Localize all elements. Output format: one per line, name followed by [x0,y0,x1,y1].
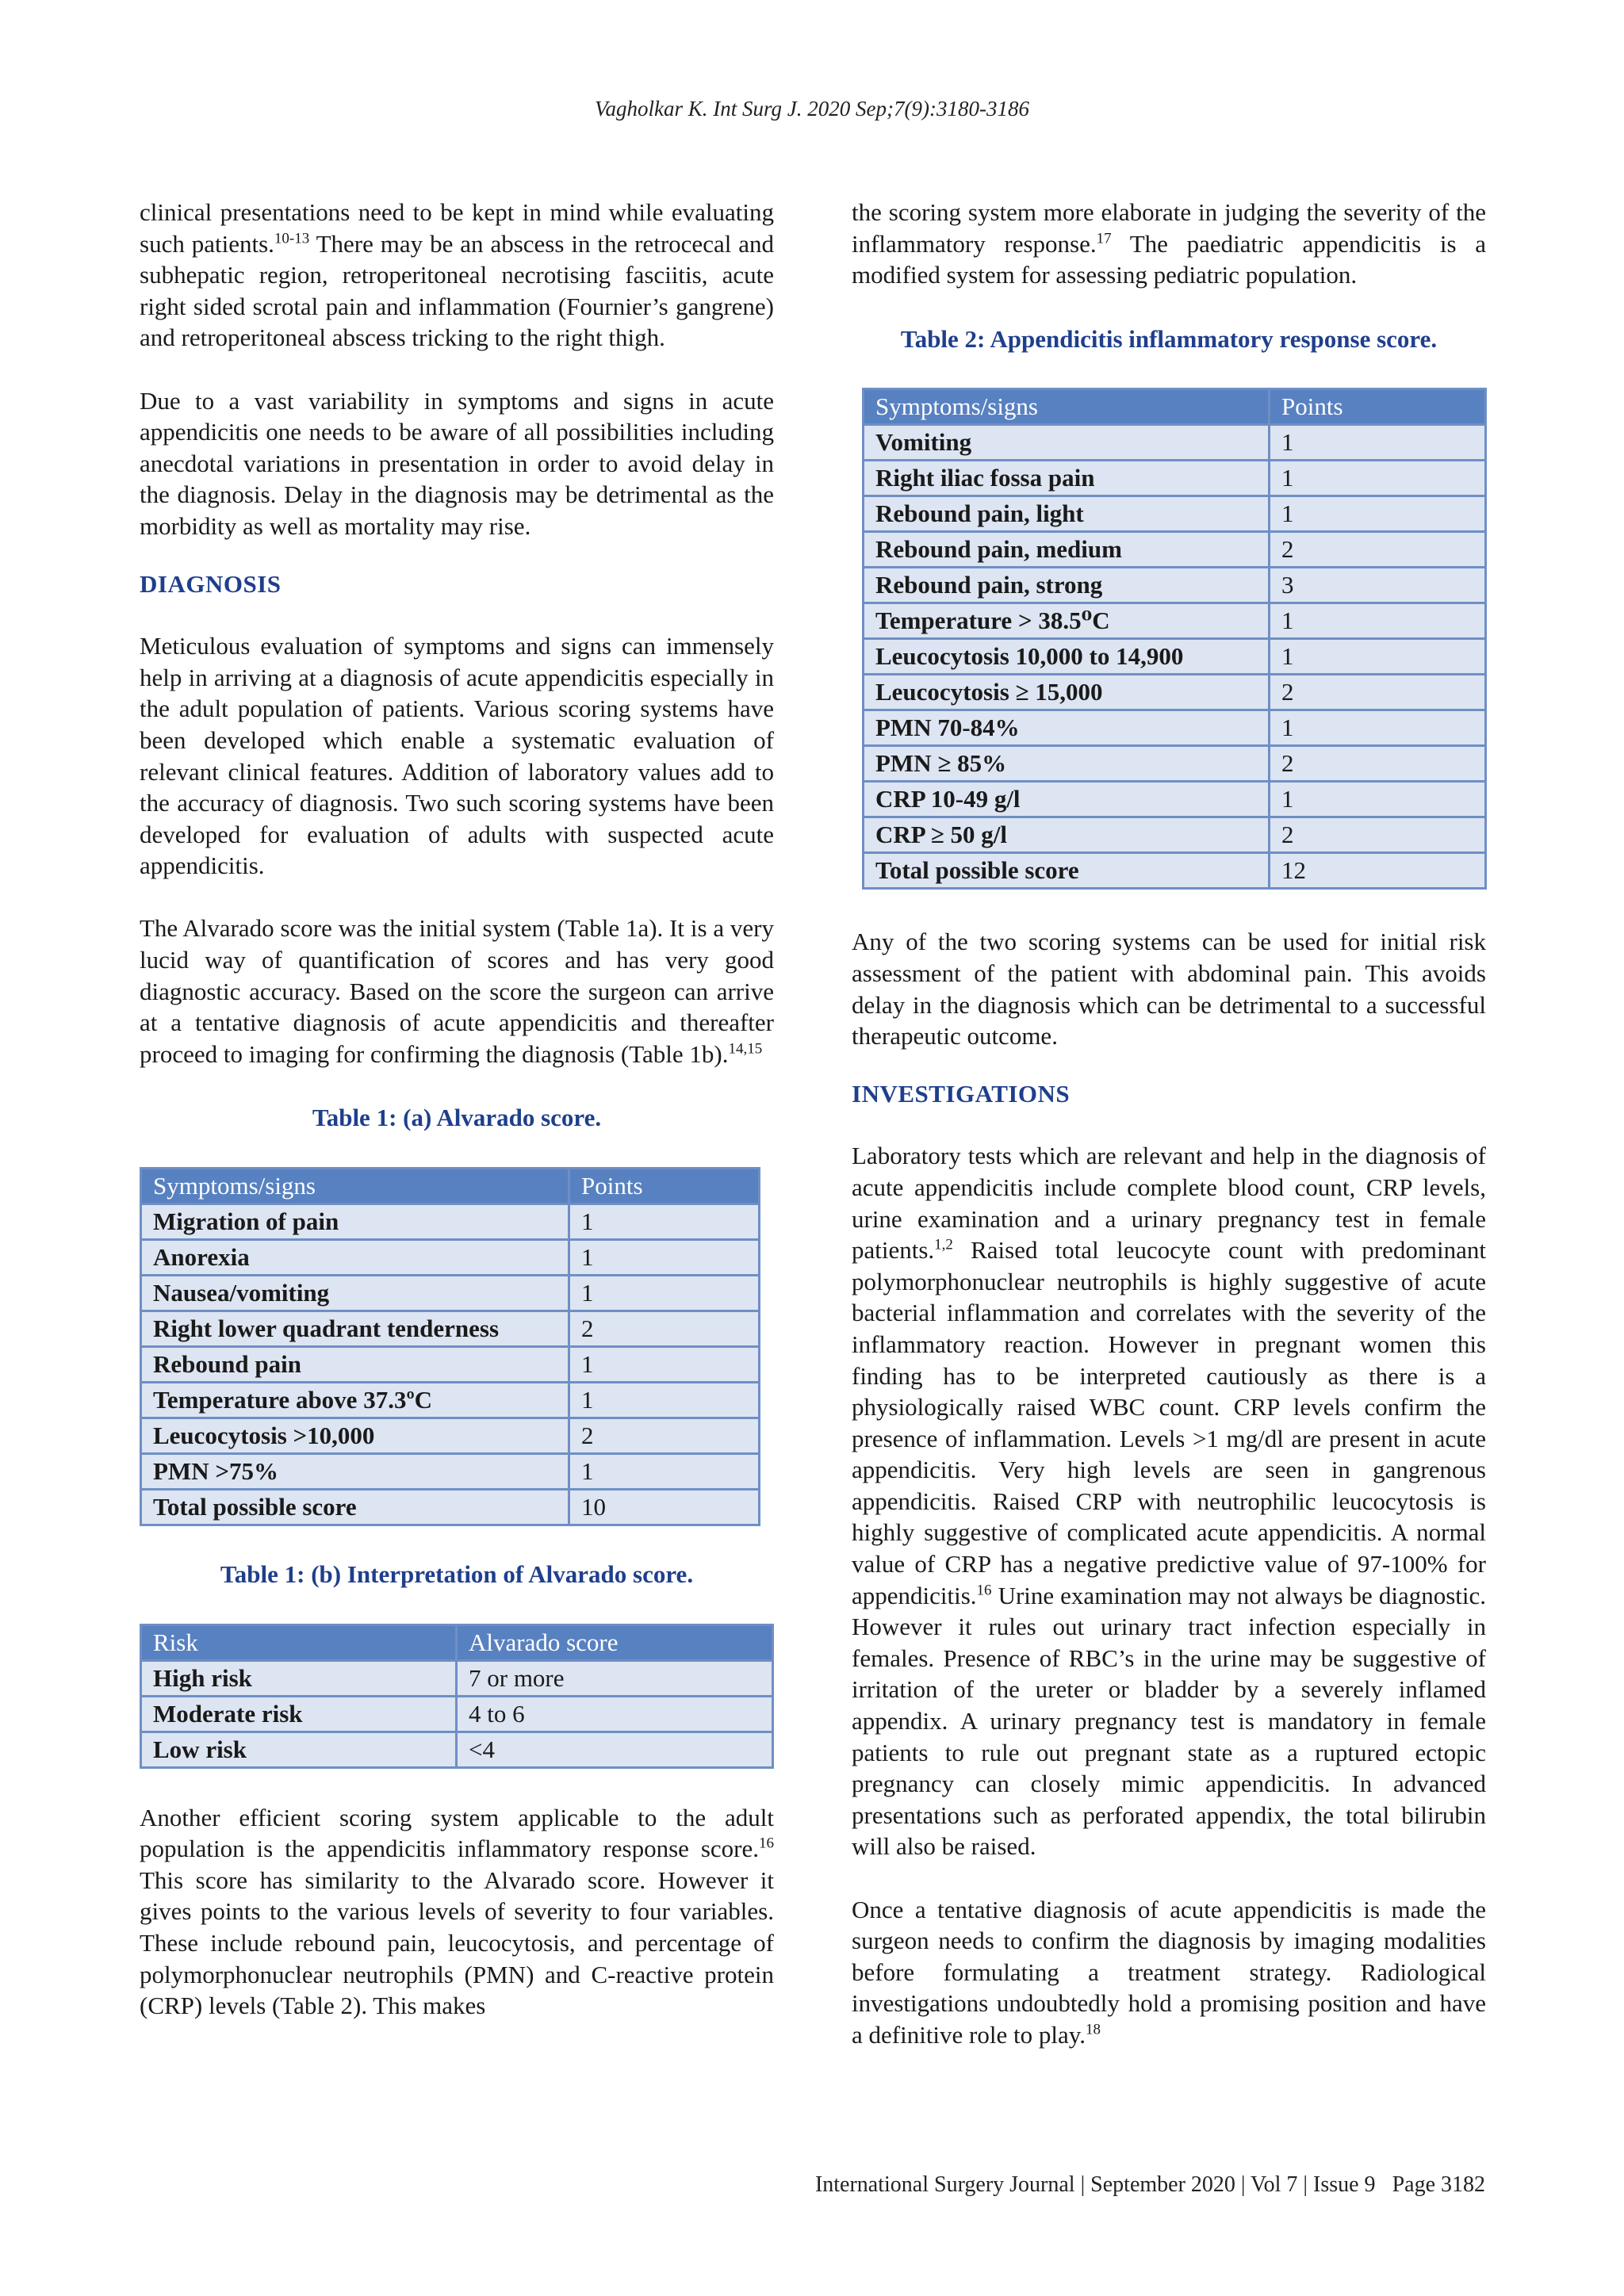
table-row: Right iliac fossa pain 1 [864,461,1486,496]
right-column [852,197,1486,2051]
table-1a-caption: Table 1: (a) Alvarado score. [312,1104,602,1132]
running-head: Vagholkar K. Int Surg J. 2020 Sep;7(9):3180-3186 [595,97,1029,121]
table-row: Moderate risk 4 to 6 [141,1696,773,1732]
left-column [140,197,774,2022]
table-row: Leucocytosis ≥ 15,000 2 [864,675,1486,710]
citation: 1,2 [934,1236,953,1253]
citation: 16 [976,1582,992,1599]
table-row: Low risk <4 [141,1732,773,1767]
table-row: PMN ≥ 85% 2 [864,746,1486,782]
table-header: Points [1270,389,1486,425]
paragraph: Another efficient scoring system applicable to the adult population is the appendicitis inflammatory response score.$^{16}$ This score has similarity to the Alvarado score. However it gives points to the various levels of severity to four variables. These include rebound pain, leucocytosis, and percentage of polymorphonuclear neutrophils (PMN) and C-reactive protein (CRP) levels (Table 2). This makes [140,1803,774,2020]
citation: 14,15 [728,1040,763,1058]
table-row: Right lower quadrant tenderness 2 [141,1311,760,1347]
table-header: Alvarado score [457,1624,773,1660]
table-row: Temperature above 37.3ºC 1 [141,1383,760,1418]
citation: 18 [1085,2021,1101,2038]
page-footer [0,2172,1485,2198]
table-row: Anorexia 1 [141,1240,760,1276]
table-row: PMN 70-84% 1 [864,710,1486,746]
table-header: Symptoms/signs [141,1169,569,1204]
table-row: Nausea/vomiting 1 [141,1276,760,1311]
table-row: Temperature > 38.5⁰C 1 [864,603,1486,639]
table-row: Rebound pain, strong 3 [864,568,1486,603]
table-row: Vomiting 1 [864,425,1486,461]
table-2-air-score [862,388,1487,890]
paragraph: the scoring system more elaborate in judging the severity of the inflammatory response.$^{17}$ The paediatric appendicitis is a modified system for assessing pediatric population. [852,198,1486,289]
table-row: Total possible score 10 [141,1490,760,1525]
table-row: CRP ≥ 50 g/l 2 [864,817,1486,853]
table-row: High risk 7 or more [141,1660,773,1696]
paragraph: Laboratory tests which are relevant and help in the diagnosis of acute appendicitis include complete blood count, CRP levels, urine examination and a urinary pregnancy test in female patients.$^{1,2}$ Raised total leucocyte count with predominant polymorphonuclear neutrophils is highly suggestive of acute bacterial inflammation and correlates with the severity of the inflammatory reaction. However in pregnant women this finding has to be interpreted cautiously as there is a physiologically raised WBC count. CRP levels confirm the presence of inflammation. Levels >1 mg/dl are present in acute appendicitis. Very high levels are seen in gangrenous appendicitis. Raised CRP with neutrophilic leucocytosis is highly suggestive of complicated acute appendicitis. A normal value of CRP has a negative predictive value of 97-100% for appendicitis.$^{16}$ Urine examination may not always be diagnostic. However it rules out urinary tract infection especially in females. Presence of RBC’s in the urine may be suggestive of irritation of the ureter or bladder by a severely inflamed appendix. A urinary pregnancy test is mandatory in female patients to rule out pregnant state as a ruptured ectopic pregnancy can closely mimic appendicitis. In advanced presentations such as perforated appendix, the total bilirubin will also be raised. [852,1142,1486,1861]
table-header: Symptoms/signs [864,389,1270,425]
table-row: Rebound pain 1 [141,1347,760,1383]
paragraph: Any of the two scoring systems can be used for initial risk assessment of the patient with abdominal pain. This avoids delay in the diagnosis which can be detrimental to a successful therapeutic outcome. [852,928,1486,1050]
table-row: Total possible score 12 [864,853,1486,889]
paragraph: clinical presentations need to be kept in mind while evaluating such patients.$^{10-13}$ There may be an abscess in the retrocecal and subhepatic region, retroperitoneal necrotising fasciitis, acute right sided scrotal pain and inflammation (Fournier’s gangrene) and retroperitoneal abscess tricking to the right thigh. [140,198,774,352]
table-1b-alvarado-interpretation [140,1624,774,1769]
table-row: PMN >75% 1 [141,1454,760,1490]
section-heading-diagnosis: DIAGNOSIS [140,569,282,598]
table-row: Rebound pain, medium 2 [864,532,1486,568]
page-number: Page 3182 [1392,2172,1485,2197]
paragraph: Due to a vast variability in symptoms and signs in acute appendicitis one needs to be aware of all possibilities including anecdotal variations in presentation in order to avoid delay in the diagnosis. Delay in the diagnosis may be detrimental as the morbidity as well as mortality may rise. [140,386,774,540]
section-heading-investigations: INVESTIGATIONS [852,1079,1071,1108]
footer-journal-info: International Surgery Journal | September 2020 | Vol 7 | Issue 9 [814,2172,1376,2197]
paragraph: Once a tentative diagnosis of acute appendicitis is made the surgeon needs to confirm the diagnosis by imaging modalities before formulating a treatment strategy. Radiological investigations undoubtedly hold a promising position and have a definitive role to play.$^{18}$ [852,1895,1486,2049]
table-row: Migration of pain 1 [141,1204,760,1240]
table-row: CRP 10-49 g/l 1 [864,782,1486,817]
paragraph: The Alvarado score was the initial system (Table 1a). It is a very lucid way of quantification of scores and has very good diagnostic accuracy. Based on the score the surgeon can arrive at a tentative diagnosis of acute appendicitis and thereafter proceed to imaging for confirming the diagnosis (Table 1b).$^{14,15}$ [140,914,774,1068]
table-row: Leucocytosis 10,000 to 14,900 1 [864,639,1486,675]
paragraph: Meticulous evaluation of symptoms and signs can immensely help in arriving at a diagnosis of acute appendicitis especially in the adult population of patients. Various scoring systems have been developed which enable a systematic evaluation of relevant clinical features. Addition of laboratory values add to the accuracy of diagnosis. Two such scoring systems have been developed for evaluation of adults with suspected acute appendicitis. [140,632,774,880]
table-2-caption: Table 2: Appendicitis inflammatory response score. [900,324,1438,353]
table-row: Leucocytosis >10,000 2 [141,1418,760,1454]
citation: 16 [759,1835,774,1852]
citation: 10-13 [274,230,310,247]
table-1b-caption: Table 1: (b) Interpretation of Alvarado score. [220,1560,694,1589]
citation: 17 [1096,230,1112,247]
table-header: Risk [141,1624,457,1660]
table-header: Points [569,1169,760,1204]
table-1a-alvarado-score [140,1167,760,1526]
table-row: Rebound pain, light 1 [864,496,1486,532]
